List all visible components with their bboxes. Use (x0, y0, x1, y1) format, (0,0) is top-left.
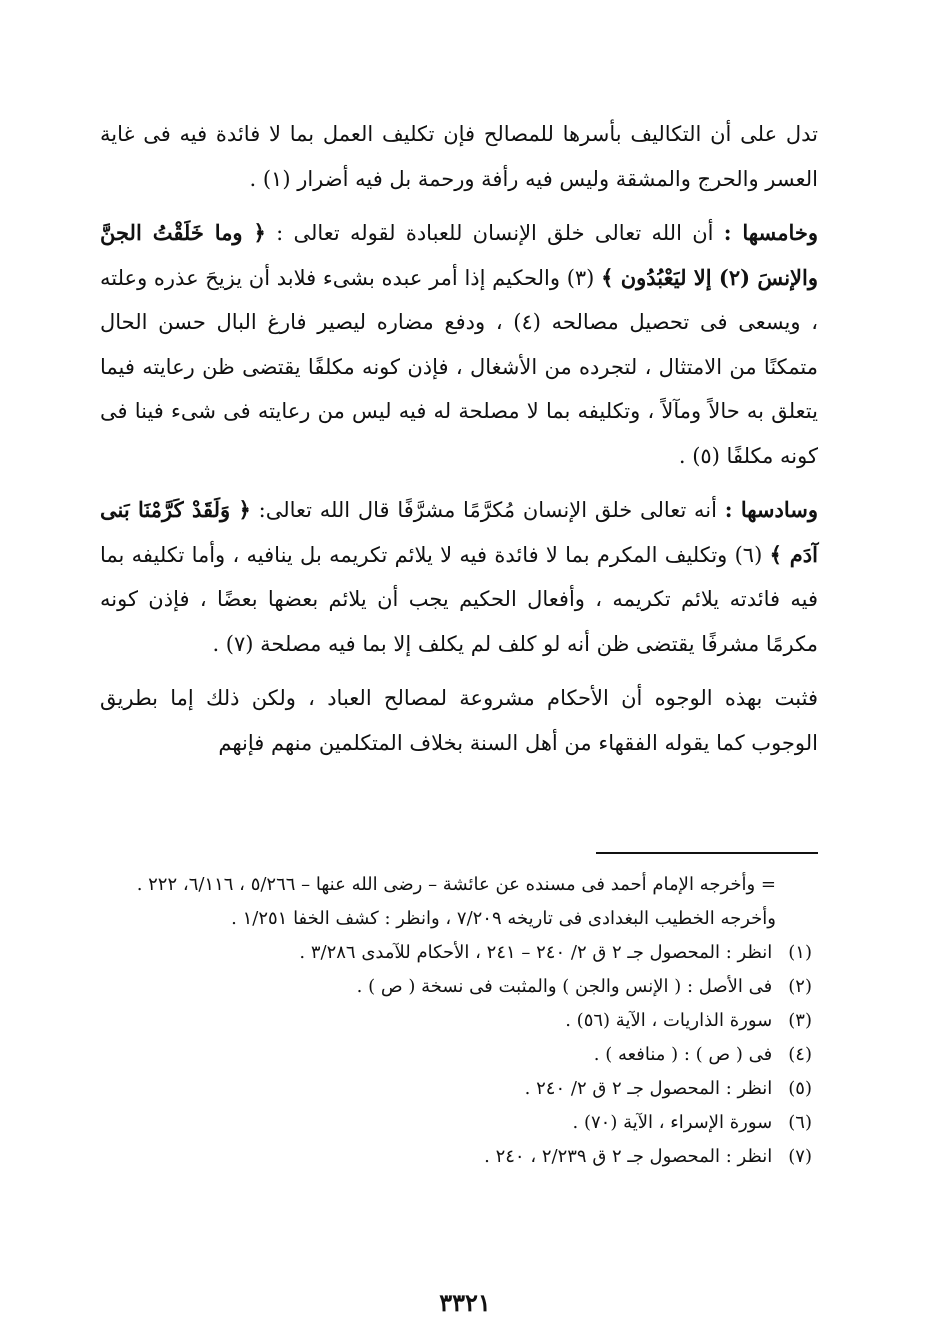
footnote-text: فى الأصل : ( الإنس والجن ) والمثبت فى نسخة ( ص ) . (356, 976, 773, 997)
main-text (100, 112, 818, 765)
quran-quote-fifth: ﴿ وما خَلَقْتُ الجنَّ والإنسَ (٢) إلا ليَعْبُدُون ﴾ (100, 220, 818, 290)
footnote-continuation-1: = وأخرجه الإمام أحمد فى مسنده عن عائشة – رضى الله عنها – ٥/٢٦٦ ، ٦/١١٦، ٢٢٢ . (136, 874, 776, 895)
footnote-number: (٢) (788, 976, 812, 997)
footnote-5 (100, 1072, 812, 1106)
quran-quote-sixth: ﴿ وَلَقَدْ كَرَّمْنَا بَنى آدَم ﴾ (100, 497, 818, 567)
paragraph-1 (100, 112, 818, 201)
footnote-6 (100, 1106, 812, 1140)
paragraph-1-text: تدل على أن التكاليف بأسرها للمصالح فإن تكليف العمل بما لا فائدة فيه فى غاية العسر والحرج والمشقة وليس فيه رأفة ورحمة بل فيه أضرار (١) . (100, 122, 818, 191)
footnote-7 (100, 1140, 812, 1174)
paragraph-conclusion (100, 676, 818, 765)
paragraph-conclusion-text: فثبت بهذه الوجوه أن الأحكام مشروعة لمصالح العباد ، ولكن ذلك إما بطريق الوجوب كما يقوله الفقهاء من أهل السنة بخلاف المتكلمين منهم فإنهم (100, 686, 818, 755)
footnote-4 (100, 1038, 812, 1072)
footnote-number: (٣) (788, 1010, 812, 1031)
paragraph-fifth (100, 211, 818, 478)
footnote-continuation-2: وأخرجه الخطيب البغدادى فى تاريخه ٧/٢٠٩ ، وانظر : كشف الخفا ١/٢٥١ . (231, 908, 776, 929)
paragraph-sixth-text-b: (٦) وتكليف المكرم بما لا فائدة فيه لا يلائم تكريمه بل ينافيه ، وأما تكليفه بما فيه فائدته يلائم تكريمه ، وأفعال الحكيم يجب أن يلائم بعضها بعضًا ، فإذن كونه مكرمًا مشرفًا يقتضى ظن أنه لو كلف لم يكلف إلا بما فيه مصلحة (٧) . (100, 542, 818, 656)
footnote-number: (٦) (788, 1112, 812, 1133)
footnote-divider (596, 852, 818, 854)
footnote-number: (٤) (788, 1044, 812, 1065)
paragraph-fifth-text-a: أن الله تعالى خلق الإنسان للعبادة لقوله تعالى : (265, 221, 724, 245)
footnote-number: (١) (788, 942, 812, 963)
footnote-3 (100, 1004, 812, 1038)
footnotes (100, 868, 812, 1174)
paragraph-fifth-lead: وخامسها : (723, 220, 818, 245)
paragraph-sixth (100, 488, 818, 666)
footnote-text: فى ( ص ) : ( منافعه ) . (593, 1044, 773, 1065)
footnote-text: انظر : المحصول جـ ٢ ق ٢/ ٢٤٠ . (524, 1078, 773, 1099)
paragraph-fifth-text-b: (٣) والحكيم إذا أمر عبده بشىء فلابد أن يزيحَ عذره وعلته ، ويسعى فى تحصيل مصالحه (٤) ، ودفع مضاره ليصير فارغ البال حسن الحال متمكنًا من الامتثال ، لتجرده من الأشغال ، فإذن كونه مكلفًا يقتضى ظن رعايته فيما يتعلق به حالاً ومآلاً ، وتكليفه بما لا مصلحة له فيه ليس من رعايته فى شىء فينا فى كونه مكلفًا (٥) . (100, 265, 819, 468)
paragraph-sixth-lead: وسادسها : (724, 497, 818, 522)
page-number: ٣٣٢١ (439, 1288, 491, 1317)
footnote-2 (100, 970, 812, 1004)
footnote-text: انظر : المحصول جـ ٢ ق ٢/ ٢٤٠ – ٢٤١ ، الأحكام للآمدى ٣/٢٨٦ . (299, 942, 773, 963)
footnote-text: سورة الإسراء ، الآية (٧٠) . (572, 1112, 773, 1133)
footnote-text: سورة الذاريات ، الآية (٥٦) . (565, 1010, 773, 1031)
footnote-1 (100, 936, 812, 970)
footnote-number: (٥) (788, 1078, 812, 1099)
footnote-number: (٧) (788, 1146, 812, 1167)
paragraph-sixth-text-a: أنه تعالى خلق الإنسان مُكرَّمًا مشرَّفًا قال الله تعالى: (250, 498, 725, 522)
footnote-text: انظر : المحصول جـ ٢ ق ٢/٢٣٩ ، ٢٤٠ . (484, 1146, 773, 1167)
